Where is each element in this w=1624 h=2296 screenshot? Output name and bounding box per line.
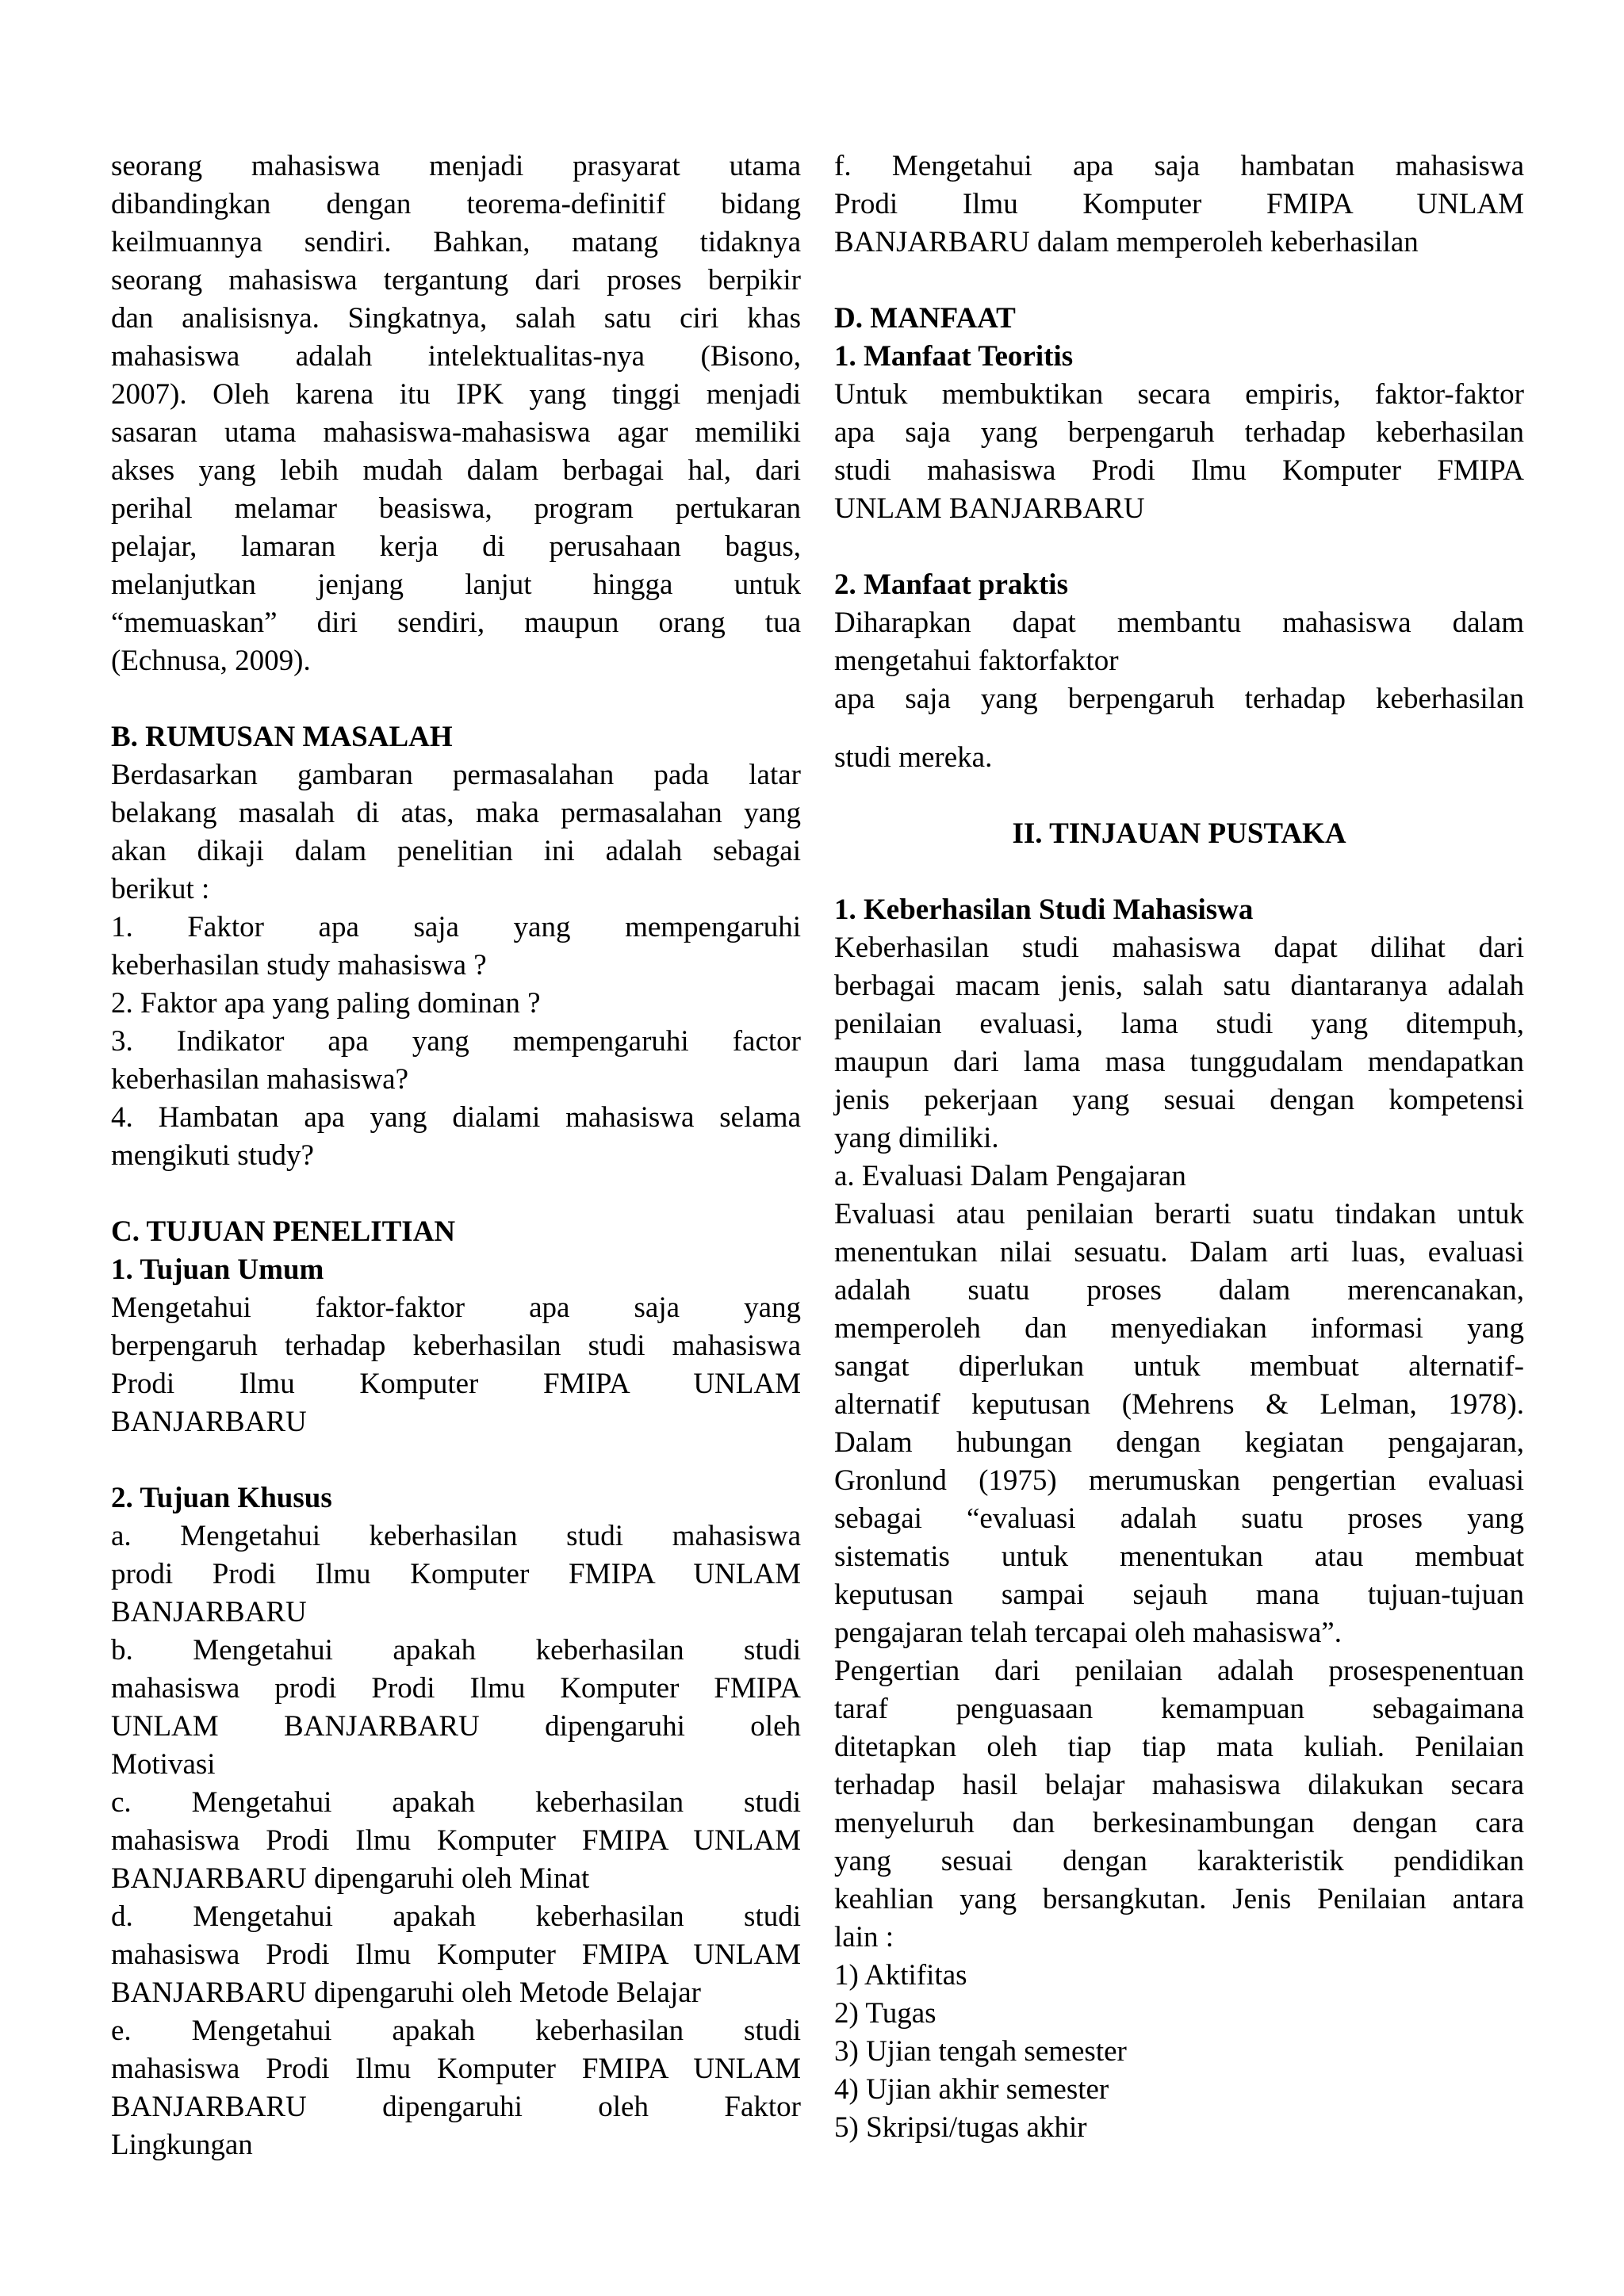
section-heading: B. RUMUSAN MASALAH (111, 721, 453, 753)
text-line: Keberhasilan studi mahasiswa dapat dilihat dari (834, 932, 1524, 964)
list-item: 3. Indikator apa yang mempengaruhi factor (111, 1025, 801, 1058)
text-line: studi mahasiswa Prodi Ilmu Komputer FMIPA (834, 454, 1524, 487)
text-line: berpengaruh terhadap keberhasilan studi mahasiswa (111, 1330, 801, 1362)
list-item: 2) Tugas (834, 1997, 936, 2030)
text-line: BANJARBARU (111, 1406, 307, 1438)
text-line: berbagai macam jenis, salah satu diantaranya adalah (834, 970, 1524, 1002)
text-line: 2007). Oleh karena itu IPK yang tinggi menjadi (111, 378, 801, 411)
text-line: studi mereka. (834, 741, 993, 774)
text-line: pelajar, lamaran kerja di perusahaan bagus, (111, 530, 801, 563)
text-line: mengetahui faktorfaktor (834, 645, 1119, 677)
subsection-label: a. Evaluasi Dalam Pengajaran (834, 1160, 1186, 1192)
list-item: mahasiswa Prodi Ilmu Komputer FMIPA UNLAM (111, 1938, 801, 1971)
text-line: terhadap hasil belajar mahasiswa dilakukan secara (834, 1769, 1524, 1801)
list-item: b. Mengetahui apakah keberhasilan studi (111, 1634, 801, 1667)
list-item: 5) Skripsi/tugas akhir (834, 2111, 1087, 2144)
list-item: 4. Hambatan apa yang dialami mahasiswa selama (111, 1101, 801, 1134)
text-line: Prodi Ilmu Komputer FMIPA UNLAM (111, 1368, 801, 1400)
section-heading: C. TUJUAN PENELITIAN (111, 1215, 456, 1248)
text-line: UNLAM BANJARBARU (834, 492, 1145, 525)
list-item: f. Mengetahui apa saja hambatan mahasiswa (834, 150, 1524, 182)
text-line: ditetapkan oleh tiap tiap mata kuliah. Penilaian (834, 1731, 1524, 1763)
text-line: dan analisisnya. Singkatnya, salah satu ciri khas (111, 302, 801, 335)
text-line: Mengetahui faktor-faktor apa saja yang (111, 1292, 801, 1324)
list-item: mahasiswa prodi Prodi Ilmu Komputer FMIPA (111, 1672, 801, 1705)
text-line: apa saja yang berpengaruh terhadap keberhasilan (834, 683, 1524, 715)
text-line: Evaluasi atau penilaian berarti suatu tindakan untuk (834, 1198, 1524, 1230)
text-line: Untuk membuktikan secara empiris, faktor-faktor (834, 378, 1524, 411)
text-line: menyeluruh dan berkesinambungan dengan cara (834, 1807, 1524, 1839)
text-line: perihal melamar beasiswa, program pertukaran (111, 492, 801, 525)
text-line: jenis pekerjaan yang sesuai dengan kompetensi (834, 1084, 1524, 1116)
text-line: (Echnusa, 2009). (111, 645, 311, 677)
text-line: taraf penguasaan kemampuan sebagaimana (834, 1693, 1524, 1725)
section-manfaat (834, 300, 1524, 777)
list-item: Prodi Ilmu Komputer FMIPA UNLAM (834, 188, 1524, 220)
list-item: Motivasi (111, 1748, 216, 1781)
text-line: keahlian yang bersangkutan. Jenis Penilaian antara (834, 1883, 1524, 1915)
section-keberhasilan-studi (834, 891, 1524, 2147)
penilaian-list (834, 1957, 1524, 2147)
text-line: keputusan sampai sejauh mana tujuan-tujuan (834, 1578, 1524, 1611)
list-item: BANJARBARU dalam memperoleh keberhasilan (834, 226, 1419, 258)
list-item: d. Mengetahui apakah keberhasilan studi (111, 1900, 801, 1933)
list-item: BANJARBARU (111, 1596, 307, 1628)
text-line: mahasiswa adalah intelektualitas-nya (Bisono, (111, 340, 801, 373)
text-line: dibandingkan dengan teorema-definitif bidang (111, 188, 801, 220)
list-item: a. Mengetahui keberhasilan studi mahasiswa (111, 1520, 801, 1552)
text-line: Gronlund (1975) merumuskan pengertian evaluasi (834, 1464, 1524, 1497)
intro-paragraph (111, 147, 801, 680)
list-item: 1. Faktor apa saja yang mempengaruhi (111, 911, 801, 943)
text-line: memperoleh dan menyediakan informasi yang (834, 1312, 1524, 1345)
list-item: 2. Faktor apa yang paling dominan ? (111, 987, 541, 1020)
text-line: belakang masalah di atas, maka permasalahan yang (111, 797, 801, 829)
text-line: sebagai “evaluasi adalah suatu proses yang (834, 1502, 1524, 1535)
list-item: prodi Prodi Ilmu Komputer FMIPA UNLAM (111, 1558, 801, 1590)
text-line: yang dimiliki. (834, 1122, 999, 1154)
list-item: Lingkungan (111, 2129, 253, 2161)
list-item: BANJARBARU dipengaruhi oleh Minat (111, 1862, 590, 1895)
text-line: Dalam hubungan dengan kegiatan pengajaran, (834, 1426, 1524, 1459)
text-line: sistematis untuk menentukan atau membuat (834, 1540, 1524, 1573)
list-item: 3) Ujian tengah semester (834, 2035, 1127, 2068)
chapter-heading: II. TINJAUAN PUSTAKA (1012, 817, 1346, 850)
list-item: 1) Aktifitas (834, 1959, 967, 1992)
text-line: berikut : (111, 873, 210, 905)
section-heading: D. MANFAAT (834, 302, 1016, 335)
list-item: BANJARBARU dipengaruhi oleh Faktor (111, 2091, 801, 2123)
text-line: adalah suatu proses dalam merencanakan, (834, 1274, 1524, 1307)
text-line: Berdasarkan gambaran permasalahan pada latar (111, 759, 801, 791)
text-line: seorang mahasiswa tergantung dari proses berpikir (111, 264, 801, 297)
section-tujuan-penelitian (111, 1213, 801, 2164)
text-line: akan dikaji dalam penelitian ini adalah sebagai (111, 835, 801, 867)
text-line: sasaran utama mahasiswa-mahasiswa agar memiliki (111, 416, 801, 449)
tujuan-item-f (834, 147, 1524, 262)
text-line: pengajaran telah tercapai oleh mahasiswa”. (834, 1617, 1342, 1649)
subsection-heading: 2. Tujuan Khusus (111, 1482, 332, 1514)
text-line: sangat diperlukan untuk membuat alternatif- (834, 1350, 1524, 1383)
text-line: akses yang lebih mudah dalam berbagai hal, dari (111, 454, 801, 487)
list-item: e. Mengetahui apakah keberhasilan studi (111, 2015, 801, 2047)
list-item: mengikuti study? (111, 1139, 314, 1172)
subsection-heading: 1. Manfaat Teoritis (834, 340, 1074, 373)
text-line: alternatif keputusan (Mehrens & Lelman, 1978). (834, 1388, 1524, 1421)
text-line: “memuaskan” diri sendiri, maupun orang tua (111, 607, 801, 639)
list-item: BANJARBARU dipengaruhi oleh Metode Belajar (111, 1976, 701, 2009)
text-line: Diharapkan dapat membantu mahasiswa dalam (834, 607, 1524, 639)
text-line: keilmuannya sendiri. Bahkan, matang tidaknya (111, 226, 801, 258)
list-item: c. Mengetahui apakah keberhasilan studi (111, 1786, 801, 1819)
text-line: menentukan nilai sesuatu. Dalam arti luas, evaluasi (834, 1236, 1524, 1269)
list-item: mahasiswa Prodi Ilmu Komputer FMIPA UNLAM (111, 1824, 801, 1857)
text-line: seorang mahasiswa menjadi prasyarat utama (111, 150, 801, 182)
right-column (834, 147, 1524, 2147)
text-line: maupun dari lama masa tunggudalam mendapatkan (834, 1046, 1524, 1078)
text-line: penilaian evaluasi, lama studi yang ditempuh, (834, 1008, 1524, 1040)
text-line: Pengertian dari penilaian adalah prosespenentuan (834, 1655, 1524, 1687)
section-rumusan-masalah (111, 718, 801, 1175)
list-item: UNLAM BANJARBARU dipengaruhi oleh (111, 1710, 801, 1743)
list-item: mahasiswa Prodi Ilmu Komputer FMIPA UNLAM (111, 2053, 801, 2085)
text-line: apa saja yang berpengaruh terhadap keberhasilan (834, 416, 1524, 449)
subsection-heading: 1. Tujuan Umum (111, 1253, 324, 1286)
text-line: melanjutkan jenjang lanjut hingga untuk (111, 568, 801, 601)
text-line: lain : (834, 1921, 894, 1954)
text-line: yang sesuai dengan karakteristik pendidikan (834, 1845, 1524, 1877)
subsection-heading: 2. Manfaat praktis (834, 568, 1068, 601)
list-item: 4) Ujian akhir semester (834, 2073, 1109, 2106)
list-item: keberhasilan mahasiswa? (111, 1063, 408, 1096)
list-item: keberhasilan study mahasiswa ? (111, 949, 487, 982)
left-column (111, 147, 801, 2164)
subsection-heading: 1. Keberhasilan Studi Mahasiswa (834, 894, 1254, 926)
